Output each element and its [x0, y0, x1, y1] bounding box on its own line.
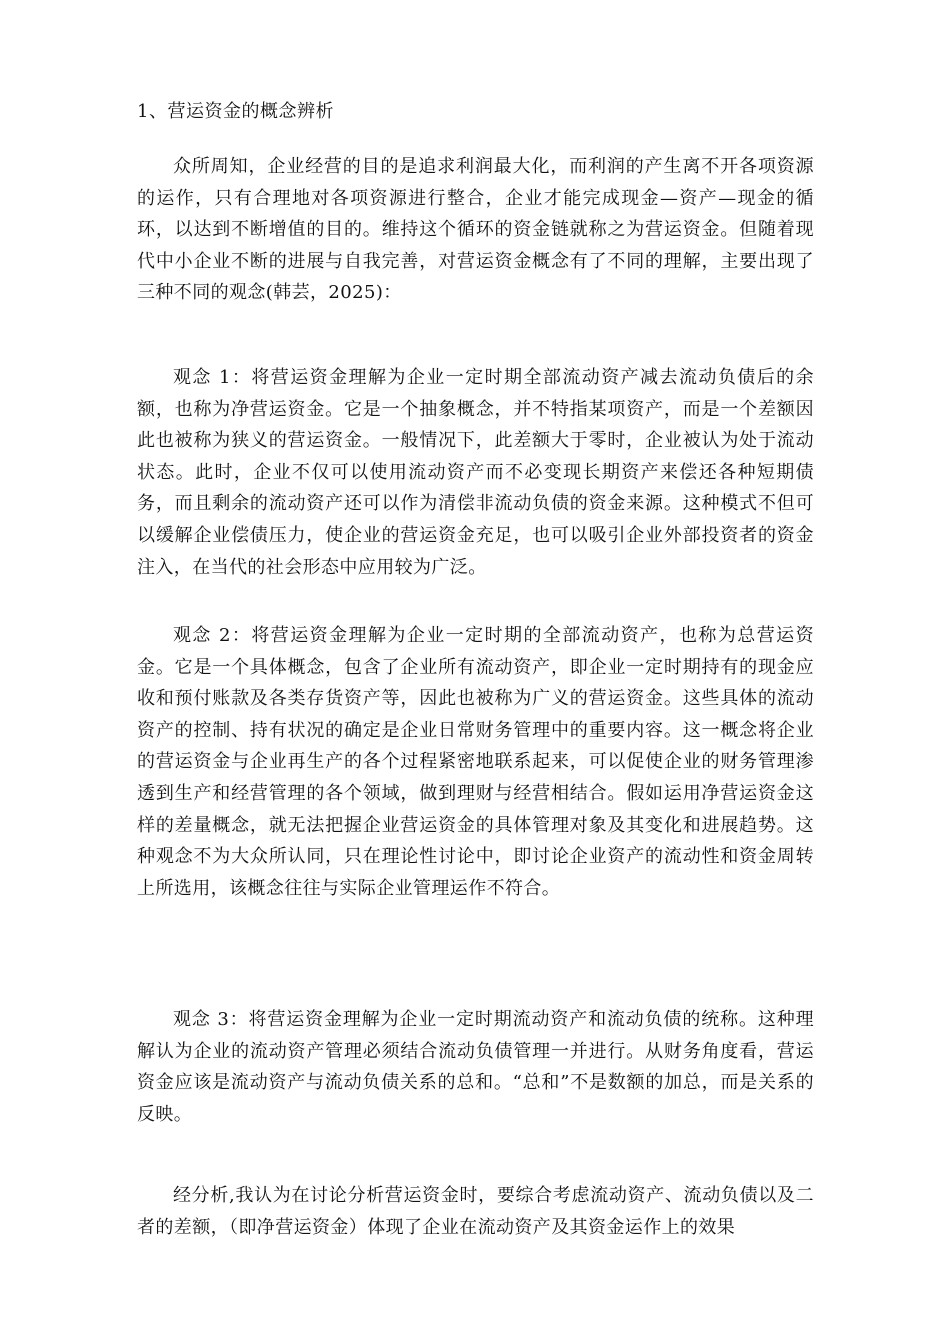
paragraph-concept-2: 观念 2：将营运资金理解为企业一定时期的全部流动资产，也称为总营运资金。它是一个具体概念，包含了企业所有流动资产，即企业一定时期持有的现金应收和预付账款及各类存货资产等，因此也被称为广义的营运资金。这些具体的流动资产的控制、持有状况的确定是企业日常财务管理中的重要内容。这一概念将企业的营运资金与企业再生产的各个过程紧密地联系起来，可以促使企业的财务管理渗透到生产和经营管理的各个领域，做到理财与经营相结合。假如运用净营运资金这样的差量概念，就无法把握企业营运资金的具体管理对象及其变化和进展趋势。这种观念不为大众所认同，只在理论性讨论中，即讨论企业资产的流动性和资金周转上所选用，该概念往往与实际企业管理运作不符合。 — [137, 625, 814, 899]
section-heading: 1、营运资金的概念辨析 — [137, 101, 334, 122]
paragraph-concept-1: 观念 1：将营运资金理解为企业一定时期全部流动资产减去流动负债后的余额，也称为净营运资金。它是一个抽象概念，并不特指某项资产，而是一个差额因此也被称为狭义的营运资金。一般情况下，此差额大于零时，企业被认为处于流动状态。此时，企业不仅可以使用流动资产而不必变现长期资产来偿还各种短期债务，而且剩余的流动资产还可以作为清偿非流动负债的资金来源。这种模式不但可以缓解企业偿债压力，使企业的营运资金充足，也可以吸引企业外部投资者的资金注入，在当代的社会形态中应用较为广泛。 — [137, 367, 814, 578]
paragraph-analysis: 经分析,我认为在讨论分析营运资金时，要综合考虑流动资产、流动负债以及二者的差额，（即净营运资金）体现了企业在流动资产及其资金运作上的效果 — [137, 1185, 814, 1238]
paragraph-concept-3: 观念 3：将营运资金理解为企业一定时期流动资产和流动负债的统称。这种理解认为企业的流动资产管理必须结合流动负债管理一并进行。从财务角度看，营运资金应该是流动资产与流动负债关系的总和。“总和”不是数额的加总，而是关系的反映。 — [137, 1009, 814, 1125]
paragraph-intro: 众所周知，企业经营的目的是追求利润最大化，而利润的产生离不开各项资源的运作，只有合理地对各项资源进行整合，企业才能完成现金—资产—现金的循环，以达到不断增值的目的。维持这个循环的资金链就称之为营运资金。但随着现代中小企业不断的进展与自我完善，对营运资金概念有了不同的理解，主要出现了三种不同的观念(韩芸，2025)： — [137, 156, 814, 304]
